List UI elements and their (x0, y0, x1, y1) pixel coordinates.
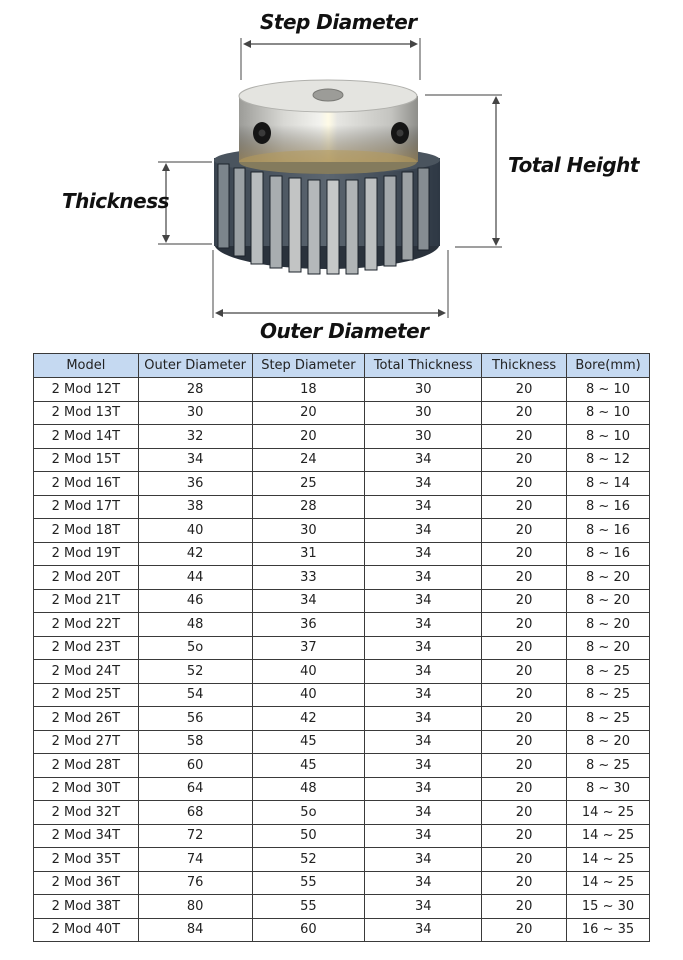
header-total-thickness: Total Thickness (365, 354, 482, 378)
cell-total-thickness: 34 (365, 519, 482, 543)
cell-step-diameter: 55 (252, 895, 365, 919)
cell-bore: 8 ~ 16 (567, 542, 650, 566)
table-row (34, 824, 650, 848)
table-row (34, 401, 650, 425)
table-row (34, 918, 650, 942)
cell-bore: 16 ~ 35 (567, 918, 650, 942)
cell-thickness: 20 (482, 566, 567, 590)
table-row (34, 683, 650, 707)
cell-bore: 8 ~ 16 (567, 519, 650, 543)
cell-step-diameter: 55 (252, 871, 365, 895)
cell-total-thickness: 34 (365, 495, 482, 519)
cell-bore: 8 ~ 25 (567, 754, 650, 778)
cell-bore: 8 ~ 20 (567, 730, 650, 754)
cell-model: 2 Mod 40T (34, 918, 139, 942)
cell-model: 2 Mod 21T (34, 589, 139, 613)
cell-bore: 8 ~ 30 (567, 777, 650, 801)
cell-model: 2 Mod 32T (34, 801, 139, 825)
cell-model: 2 Mod 35T (34, 848, 139, 872)
cell-step-diameter: 48 (252, 777, 365, 801)
cell-outer-diameter: 60 (138, 754, 252, 778)
cell-bore: 14 ~ 25 (567, 824, 650, 848)
cell-thickness: 20 (482, 448, 567, 472)
cell-bore: 14 ~ 25 (567, 848, 650, 872)
cell-total-thickness: 34 (365, 801, 482, 825)
cell-thickness: 20 (482, 777, 567, 801)
cell-bore: 8 ~ 20 (567, 636, 650, 660)
cell-bore: 8 ~ 20 (567, 566, 650, 590)
table-row (34, 754, 650, 778)
cell-thickness: 20 (482, 495, 567, 519)
table-row (34, 495, 650, 519)
cell-outer-diameter: 76 (138, 871, 252, 895)
gear-dimension-figure (0, 0, 683, 348)
cell-model: 2 Mod 26T (34, 707, 139, 731)
cell-thickness: 20 (482, 895, 567, 919)
header-thickness: Thickness (482, 354, 567, 378)
cell-thickness: 20 (482, 589, 567, 613)
cell-thickness: 20 (482, 613, 567, 637)
cell-bore: 8 ~ 20 (567, 589, 650, 613)
cell-model: 2 Mod 23T (34, 636, 139, 660)
cell-thickness: 20 (482, 401, 567, 425)
table-row (34, 378, 650, 402)
cell-total-thickness: 34 (365, 871, 482, 895)
table-row (34, 730, 650, 754)
cell-total-thickness: 34 (365, 683, 482, 707)
cell-outer-diameter: 58 (138, 730, 252, 754)
cell-model: 2 Mod 18T (34, 519, 139, 543)
cell-thickness: 20 (482, 519, 567, 543)
cell-step-diameter: 45 (252, 730, 365, 754)
cell-outer-diameter: 30 (138, 401, 252, 425)
cell-bore: 8 ~ 12 (567, 448, 650, 472)
cell-model: 2 Mod 36T (34, 871, 139, 895)
cell-model: 2 Mod 24T (34, 660, 139, 684)
header-step-diameter: Step Diameter (252, 354, 365, 378)
cell-bore: 8 ~ 16 (567, 495, 650, 519)
cell-total-thickness: 34 (365, 754, 482, 778)
cell-total-thickness: 34 (365, 777, 482, 801)
cell-step-diameter: 50 (252, 824, 365, 848)
cell-model: 2 Mod 38T (34, 895, 139, 919)
cell-bore: 8 ~ 10 (567, 401, 650, 425)
cell-step-diameter: 25 (252, 472, 365, 496)
cell-step-diameter: 42 (252, 707, 365, 731)
cell-total-thickness: 30 (365, 425, 482, 449)
cell-bore: 8 ~ 25 (567, 683, 650, 707)
cell-model: 2 Mod 22T (34, 613, 139, 637)
table-row (34, 425, 650, 449)
cell-total-thickness: 34 (365, 918, 482, 942)
table-row (34, 707, 650, 731)
cell-step-diameter: 52 (252, 848, 365, 872)
cell-step-diameter: 20 (252, 401, 365, 425)
cell-step-diameter: 36 (252, 613, 365, 637)
cell-thickness: 20 (482, 542, 567, 566)
cell-total-thickness: 34 (365, 824, 482, 848)
cell-step-diameter: 40 (252, 660, 365, 684)
cell-model: 2 Mod 30T (34, 777, 139, 801)
cell-model: 2 Mod 17T (34, 495, 139, 519)
cell-outer-diameter: 84 (138, 918, 252, 942)
cell-thickness: 20 (482, 754, 567, 778)
cell-total-thickness: 34 (365, 566, 482, 590)
cell-thickness: 20 (482, 472, 567, 496)
cell-bore: 8 ~ 14 (567, 472, 650, 496)
cell-outer-diameter: 34 (138, 448, 252, 472)
step-diameter-label: Step Diameter (260, 10, 417, 34)
cell-step-diameter: 31 (252, 542, 365, 566)
table-row (34, 848, 650, 872)
cell-thickness: 20 (482, 425, 567, 449)
cell-outer-diameter: 68 (138, 801, 252, 825)
cell-thickness: 20 (482, 683, 567, 707)
cell-step-diameter: 30 (252, 519, 365, 543)
cell-thickness: 20 (482, 918, 567, 942)
cell-outer-diameter: 72 (138, 824, 252, 848)
cell-total-thickness: 34 (365, 730, 482, 754)
total-height-label: Total Height (508, 153, 639, 177)
cell-total-thickness: 34 (365, 707, 482, 731)
cell-total-thickness: 30 (365, 401, 482, 425)
cell-model: 2 Mod 14T (34, 425, 139, 449)
table-row (34, 777, 650, 801)
cell-total-thickness: 34 (365, 448, 482, 472)
table-row (34, 566, 650, 590)
cell-model: 2 Mod 34T (34, 824, 139, 848)
cell-bore: 8 ~ 10 (567, 425, 650, 449)
cell-thickness: 20 (482, 660, 567, 684)
cell-outer-diameter: 40 (138, 519, 252, 543)
cell-total-thickness: 34 (365, 660, 482, 684)
cell-outer-diameter: 28 (138, 378, 252, 402)
header-model: Model (34, 354, 139, 378)
cell-outer-diameter: 46 (138, 589, 252, 613)
cell-bore: 8 ~ 25 (567, 707, 650, 731)
cell-model: 2 Mod 25T (34, 683, 139, 707)
cell-outer-diameter: 32 (138, 425, 252, 449)
cell-outer-diameter: 48 (138, 613, 252, 637)
table-row (34, 589, 650, 613)
cell-total-thickness: 34 (365, 542, 482, 566)
table-row (34, 871, 650, 895)
table-row (34, 448, 650, 472)
table-row (34, 519, 650, 543)
cell-step-diameter: 37 (252, 636, 365, 660)
cell-model: 2 Mod 19T (34, 542, 139, 566)
cell-thickness: 20 (482, 636, 567, 660)
table-header-row (34, 354, 650, 378)
cell-step-diameter: 20 (252, 425, 365, 449)
cell-total-thickness: 34 (365, 848, 482, 872)
cell-total-thickness: 34 (365, 636, 482, 660)
cell-outer-diameter: 44 (138, 566, 252, 590)
cell-outer-diameter: 74 (138, 848, 252, 872)
cell-step-diameter: 24 (252, 448, 365, 472)
cell-thickness: 20 (482, 801, 567, 825)
cell-bore: 14 ~ 25 (567, 801, 650, 825)
cell-total-thickness: 34 (365, 589, 482, 613)
cell-thickness: 20 (482, 730, 567, 754)
cell-thickness: 20 (482, 824, 567, 848)
cell-bore: 8 ~ 10 (567, 378, 650, 402)
cell-model: 2 Mod 13T (34, 401, 139, 425)
header-bore: Bore(mm) (567, 354, 650, 378)
cell-step-diameter: 40 (252, 683, 365, 707)
header-outer-diameter: Outer Diameter (138, 354, 252, 378)
table-row (34, 660, 650, 684)
cell-bore: 8 ~ 25 (567, 660, 650, 684)
cell-outer-diameter: 64 (138, 777, 252, 801)
cell-thickness: 20 (482, 848, 567, 872)
outer-diameter-label: Outer Diameter (260, 319, 429, 343)
cell-outer-diameter: 36 (138, 472, 252, 496)
cell-outer-diameter: 5o (138, 636, 252, 660)
cell-outer-diameter: 38 (138, 495, 252, 519)
cell-model: 2 Mod 20T (34, 566, 139, 590)
cell-step-diameter: 5o (252, 801, 365, 825)
cell-total-thickness: 34 (365, 613, 482, 637)
cell-step-diameter: 28 (252, 495, 365, 519)
cell-model: 2 Mod 28T (34, 754, 139, 778)
cell-outer-diameter: 80 (138, 895, 252, 919)
cell-step-diameter: 34 (252, 589, 365, 613)
cell-bore: 14 ~ 25 (567, 871, 650, 895)
cell-total-thickness: 30 (365, 378, 482, 402)
table-row (34, 613, 650, 637)
table-row (34, 542, 650, 566)
cell-thickness: 20 (482, 707, 567, 731)
cell-outer-diameter: 56 (138, 707, 252, 731)
cell-model: 2 Mod 12T (34, 378, 139, 402)
cell-bore: 15 ~ 30 (567, 895, 650, 919)
cell-outer-diameter: 54 (138, 683, 252, 707)
cell-outer-diameter: 52 (138, 660, 252, 684)
cell-step-diameter: 33 (252, 566, 365, 590)
cell-thickness: 20 (482, 378, 567, 402)
cell-step-diameter: 18 (252, 378, 365, 402)
cell-step-diameter: 60 (252, 918, 365, 942)
table-row (34, 801, 650, 825)
cell-bore: 8 ~ 20 (567, 613, 650, 637)
cell-total-thickness: 34 (365, 472, 482, 496)
thickness-label: Thickness (62, 189, 170, 213)
spec-table (33, 353, 650, 942)
table-row (34, 895, 650, 919)
cell-model: 2 Mod 16T (34, 472, 139, 496)
cell-thickness: 20 (482, 871, 567, 895)
cell-total-thickness: 34 (365, 895, 482, 919)
table-row (34, 472, 650, 496)
cell-outer-diameter: 42 (138, 542, 252, 566)
cell-step-diameter: 45 (252, 754, 365, 778)
cell-model: 2 Mod 27T (34, 730, 139, 754)
cell-model: 2 Mod 15T (34, 448, 139, 472)
table-row (34, 636, 650, 660)
